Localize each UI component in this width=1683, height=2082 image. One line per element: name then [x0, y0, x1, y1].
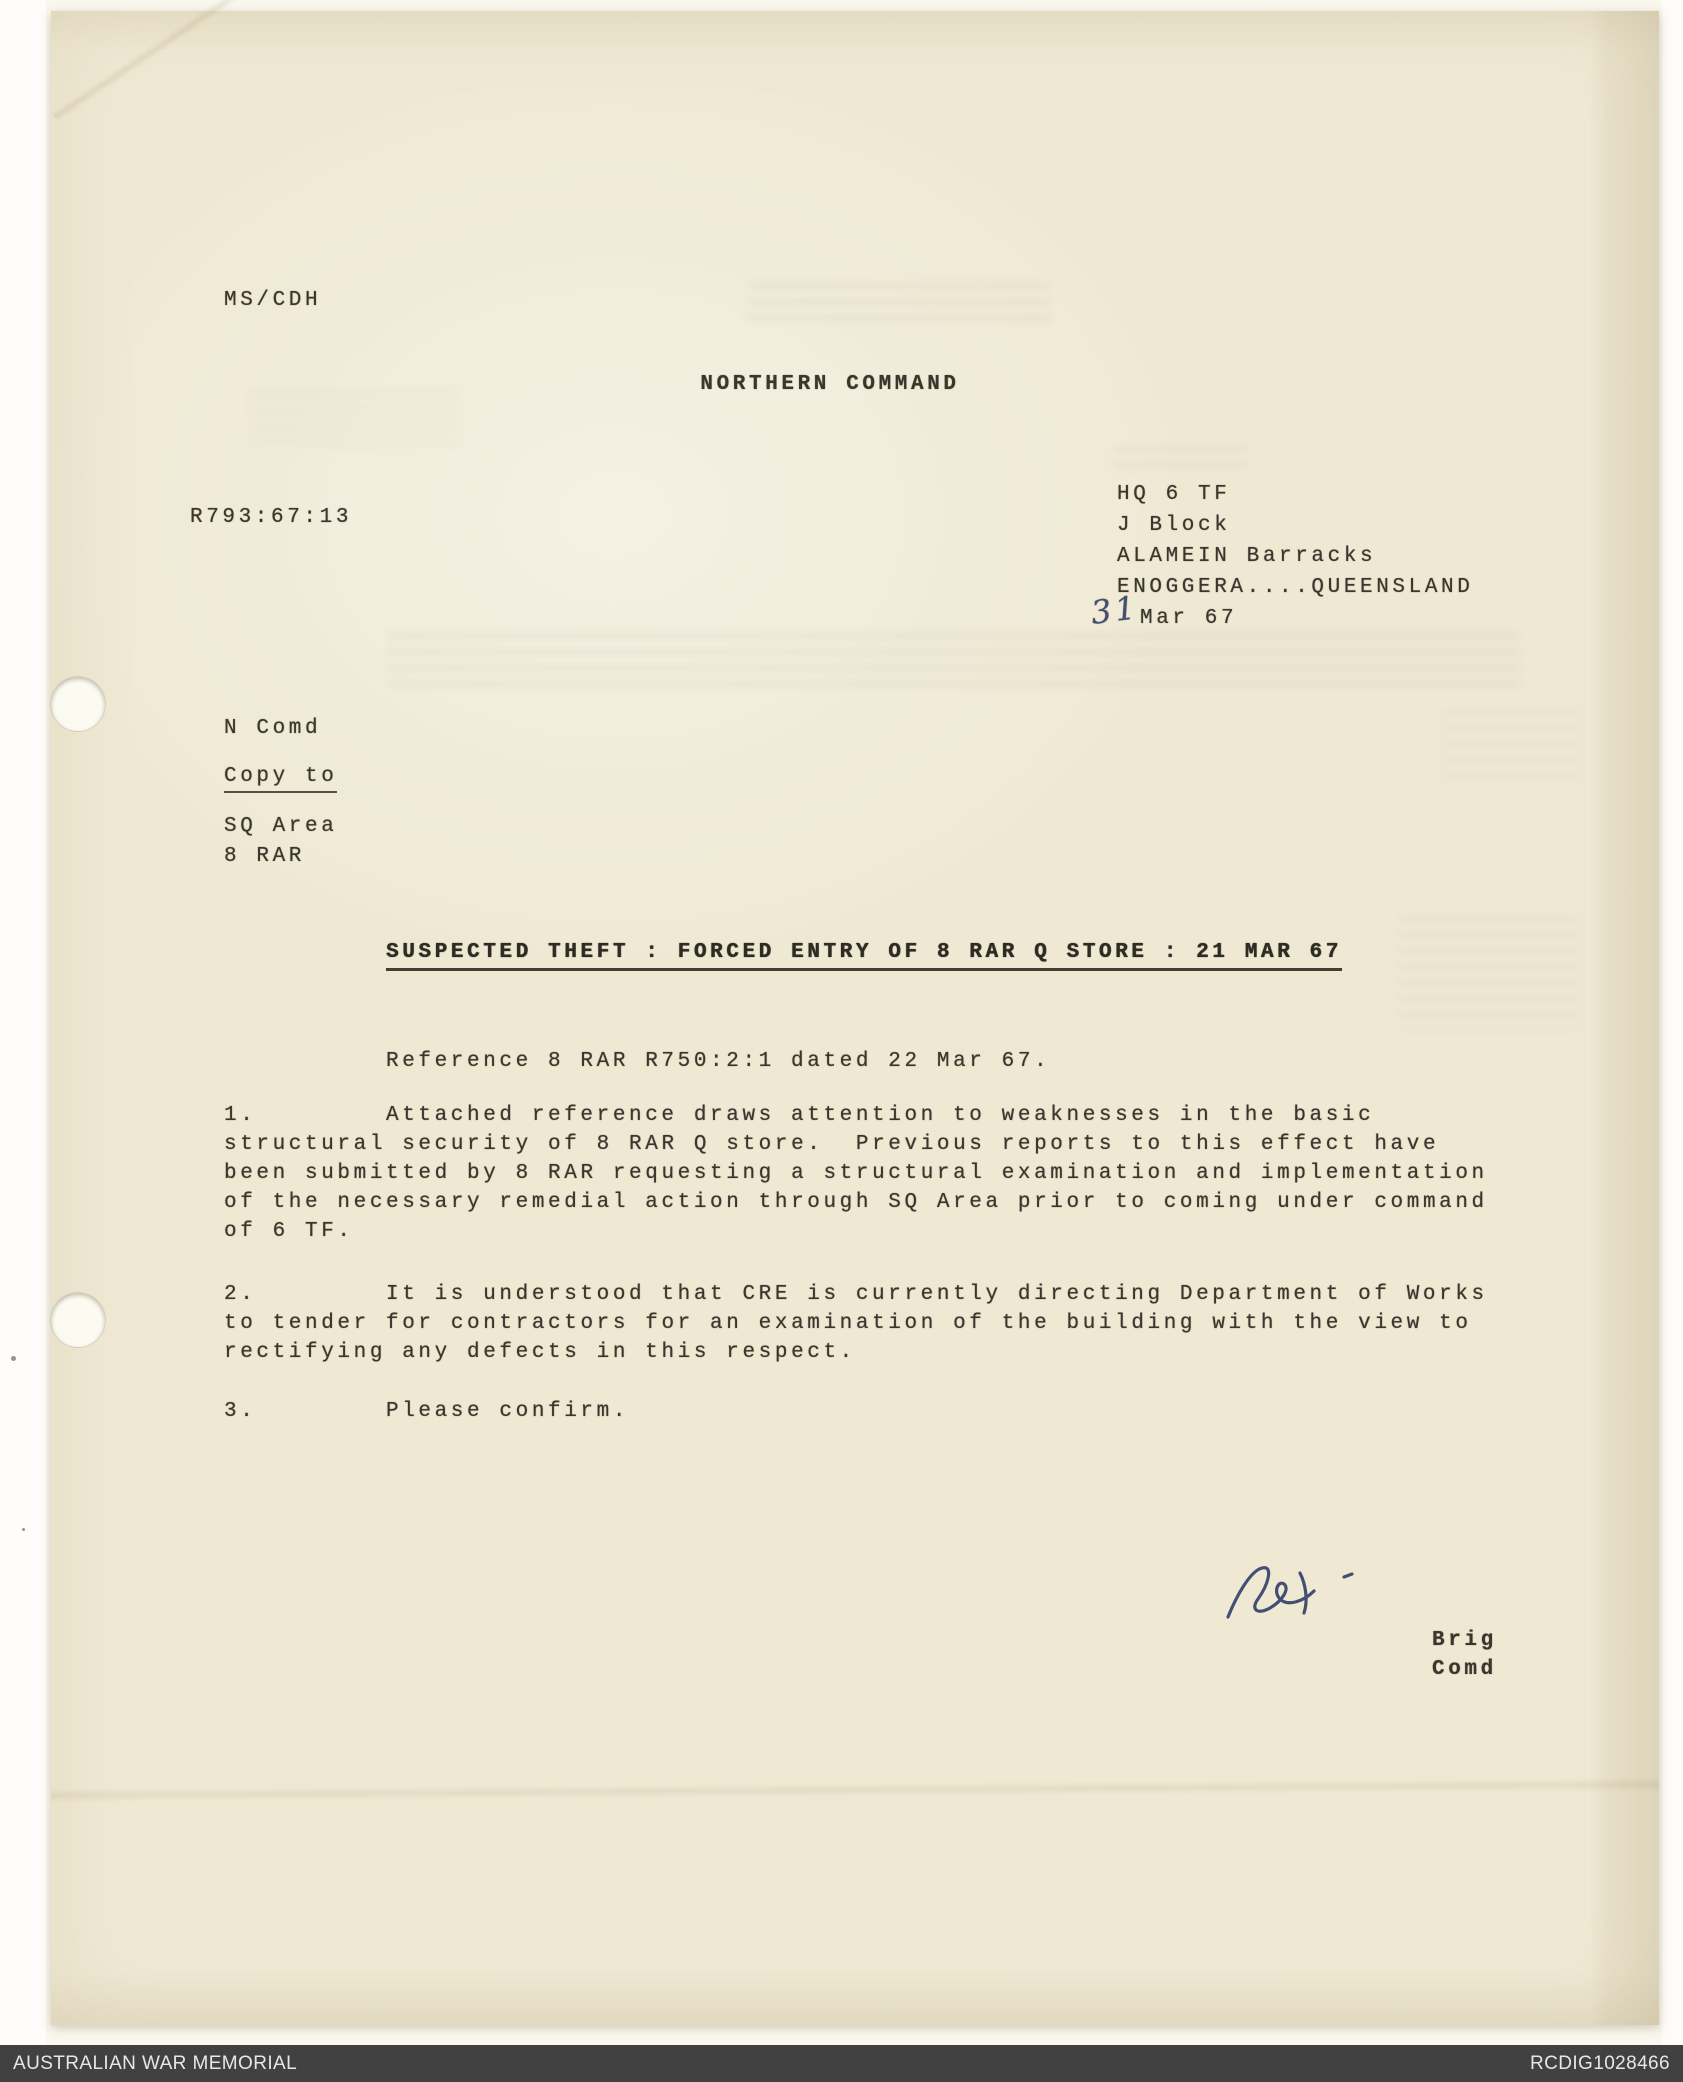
handwritten-day: 31: [1088, 588, 1141, 632]
footer-institution-label: AUSTRALIAN WAR MEMORIAL: [13, 2052, 298, 2074]
paper-crease-corner: [51, 0, 248, 122]
paper-crease-bottom: [51, 1777, 1659, 1802]
date-line: [1088, 588, 1473, 634]
paragraph-1-number: 1.: [224, 1104, 257, 1127]
paragraph-2-text: It is understood that CRE is currently directing Department of Works to tender for contractors for an examination of the building with the view to rectifying any defects in this respect.: [224, 1283, 1504, 1364]
address-line-unit: HQ 6 TF: [1117, 483, 1231, 506]
bleedthrough-smudge-middle: [387, 633, 1522, 695]
bleedthrough-smudge-right-lower: [1396, 916, 1581, 1031]
signatory-rank: Brig: [1432, 1629, 1497, 1652]
punch-hole-top: [51, 677, 105, 731]
copy-to-label: Copy to: [224, 762, 337, 793]
paragraph-3: [224, 1397, 1494, 1426]
bleedthrough-smudge-right-upper: [1441, 711, 1581, 781]
paragraph-3-text: Please confirm.: [386, 1400, 630, 1423]
dust-speck: [11, 1356, 16, 1361]
bleedthrough-smudge-top: [746, 283, 1051, 331]
subject-line: SUSPECTED THEFT : FORCED ENTRY OF 8 RAR Q STORE : 21 MAR 67: [386, 938, 1342, 971]
signature-ink: [1216, 1559, 1366, 1631]
file-reference: MS/CDH: [224, 289, 322, 312]
registry-number: R793:67:13: [190, 506, 353, 529]
paragraph-1: [224, 1101, 1504, 1246]
footer-bar: [0, 2045, 1683, 2082]
address-line-locality: ENOGGERA....QUEENSLAND: [1117, 576, 1474, 599]
paragraph-3-number: 3.: [224, 1400, 257, 1423]
copy-recipient-8rar: 8 RAR: [224, 845, 306, 868]
addressee: N Comd: [224, 717, 322, 740]
document-paper: [51, 11, 1659, 2025]
footer-record-id: RCDIG1028466: [1530, 2052, 1670, 2074]
punch-hole-bottom: [51, 1293, 105, 1347]
pencil-ghost-smudge: [247, 391, 462, 446]
address-line-block: J Block: [1117, 514, 1231, 537]
dust-speck: [22, 1528, 25, 1531]
address-line-barracks: ALAMEIN Barracks: [1117, 545, 1377, 568]
paragraph-2: [224, 1280, 1504, 1367]
bleedthrough-smudge-above-address: [1113, 447, 1248, 473]
paragraph-2-number: 2.: [224, 1283, 257, 1306]
paragraph-1-text: Attached reference draws attention to weaknesses in the basic structural security of 8 RAR Q store. Previous reports to this effect have been submitted by 8 RAR requesting a structural examination and implementation of the necessary remedial action through SQ Area prior to coming under command of 6 TF.: [224, 1104, 1504, 1243]
reference-line: Reference 8 RAR R750:2:1 dated 22 Mar 67.: [386, 1050, 1051, 1073]
command-heading: NORTHERN COMMAND: [700, 373, 960, 396]
typed-month-year: Mar 67: [1140, 607, 1238, 630]
copy-recipient-sq-area: SQ Area: [224, 815, 338, 838]
signatory-appointment: Comd: [1432, 1658, 1497, 1681]
address-block: [1088, 479, 1474, 634]
